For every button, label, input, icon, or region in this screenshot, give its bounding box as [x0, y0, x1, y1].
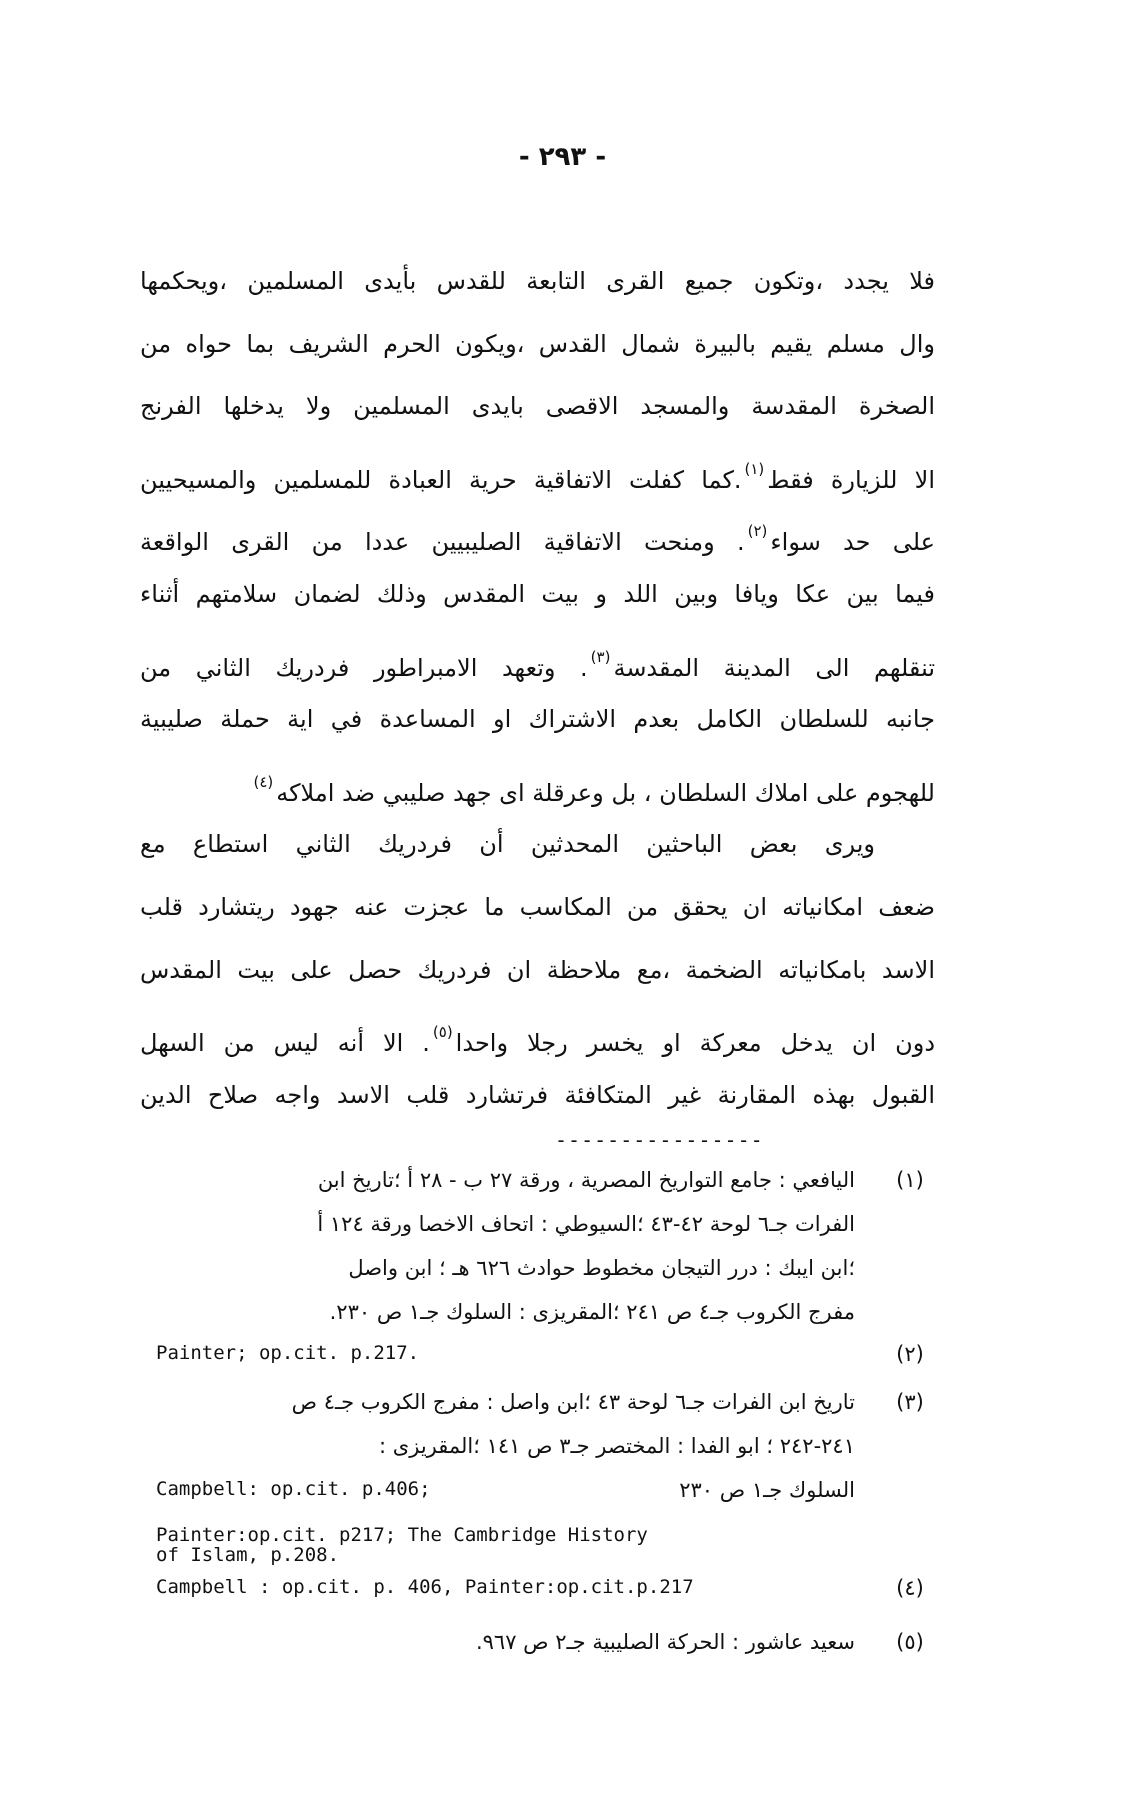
body-text	[140, 250, 935, 1126]
body-line-7-end: . وتعهد الامبراطور فردريك الثاني من	[140, 653, 588, 682]
footnote-5-number: (٥)	[896, 1630, 924, 1654]
body-line-2: وال مسلم يقيم بالبيرة شمال القدس ،ويكون الحرم الشريف بما حواه من	[140, 329, 935, 358]
body-line-1: فلا يجدد ،وتكون جميع القرى التابعة للقدس بأيدى المسلمين ،ويحكمها	[140, 267, 935, 295]
footnote-1-text-2: الفرات جـ٦ لوحة ٤٢-٤٣ ؛السيوطي : اتحاف الاخصا ورقة ١٢٤ أ	[317, 1212, 855, 1236]
body-line-5-start: على حد سواء	[770, 528, 935, 557]
footnote-1-line-2	[140, 1204, 935, 1244]
body-line-13-start: دون ان يدخل معركة او يخسر رجلا واحدا	[455, 1029, 935, 1058]
body-line-3: الصخرة المقدسة والمسجد الاقصى بايدى المسلمين ولا يدخلها الفرنج	[140, 392, 935, 421]
body-line-11: ضعف امكانياته ان يحقق من المكاسب ما عجزت عنه جهود ريتشارد قلب	[140, 892, 935, 921]
footnote-ref-3: (٣)	[590, 647, 611, 666]
footnote-4-text: Campbell : op.cit. p. 406, Painter:op.cit.p.217	[156, 1576, 694, 1598]
footnote-3-number: (٣)	[896, 1390, 924, 1414]
footnote-2-number: (٢)	[896, 1342, 924, 1366]
footnote-1-line-1	[140, 1160, 935, 1200]
footnote-3-text-3: السلوك جـ١ ص ٢٣٠	[679, 1478, 855, 1502]
body-line-4-start: الا للزيارة فقط	[767, 465, 935, 494]
footnote-2-text: Painter; op.cit. p.217.	[156, 1342, 420, 1364]
body-line-12: الاسد بامكانياته الضخمة ،مع ملاحظة ان فردريك حصل على بيت المقدس	[140, 955, 935, 984]
body-line-8: جانبه للسلطان الكامل بعدم الاشتراك او المساعدة في اية حملة صليبية	[140, 705, 935, 734]
footnote-ref-2: (٢)	[747, 522, 768, 541]
body-line-7-start: تنقلهم الى المدينة المقدسة	[613, 653, 935, 682]
footnote-3-line-1	[140, 1382, 935, 1422]
body-line-7	[140, 626, 935, 689]
footnote-3-line-2	[140, 1426, 935, 1466]
footnote-ref-1: (١)	[744, 459, 765, 478]
footnote-5-line	[140, 1622, 935, 1662]
page-number: - ٢٩٣ -	[518, 142, 607, 172]
body-line-9-text: للهجوم على املاك السلطان ، بل وعرقلة اى جهد صليبي ضد املاكه	[276, 778, 935, 807]
footnote-5-text: سعيد عاشور : الحركة الصليبية جـ٢ ص ٩٦٧.	[475, 1630, 855, 1654]
body-line-13-end: . الا أنه ليس من السهل	[140, 1029, 430, 1058]
body-line-5	[140, 500, 935, 563]
body-line-10: ويرى بعض الباحثين المحدثين أن فردريك الثاني استطاع مع	[140, 830, 875, 859]
footnote-3-text-2: ٢٤١-٢٤٢ ؛ ابو الفدا : المختصر جـ٣ ص ١٤١ ؛المقريزى :	[379, 1434, 855, 1458]
footnote-1-text-4: مفرج الكروب جـ٤ ص ٢٤١ ؛المقريزى : السلوك جـ١ ص ٢٣٠.	[329, 1300, 855, 1324]
footnote-3-latin-3: of Islam, p.208.	[156, 1544, 340, 1566]
body-line-9	[140, 751, 935, 814]
footnote-3-latin-2: Painter:op.cit. p217; The Cambridge History	[156, 1524, 648, 1546]
body-line-13	[140, 1001, 935, 1064]
footnote-1-text-1: اليافعي : جامع التواريخ المصرية ، ورقة ٢٧ ب - ٢٨ أ ؛تاريخ ابن	[317, 1168, 855, 1192]
body-line-14: القبول بهذه المقارنة غير المتكافئة فرتشارد قلب الاسد واجه صلاح الدين	[140, 1080, 935, 1109]
footnote-1-line-3	[140, 1248, 935, 1288]
footnote-3-text-1: تاريخ ابن الفرات جـ٦ لوحة ٤٣ ؛ابن واصل : مفرج الكروب جـ٤ ص	[291, 1390, 855, 1414]
footnote-1-text-3: ؛ابن ايبك : درر التيجان مخطوط حوادث ٦٢٦ هـ ؛ ابن واصل	[348, 1256, 855, 1280]
footnote-1-line-4	[140, 1292, 935, 1332]
footnote-ref-4: (٤)	[253, 772, 274, 791]
footnote-3-latin-1: Campbell: op.cit. p.406;	[156, 1478, 431, 1500]
footnote-4-number: (٤)	[896, 1576, 924, 1600]
body-line-5-end: . ومنحت الاتفاقية الصليبيين عددا من القرى الواقعة	[140, 528, 745, 557]
footnote-ref-5: (٥)	[432, 1023, 453, 1042]
body-line-6: فيما بين عكا ويافا وبين اللد و بيت المقدس وذلك لضمان سلامتهم أثناء	[140, 579, 935, 608]
footnote-1-number: (١)	[896, 1168, 924, 1192]
footnote-separator: ----------------	[555, 1128, 764, 1152]
body-line-4-end: .كما كفلت الاتفاقية حرية العبادة للمسلمين والمسيحيين	[140, 465, 742, 494]
body-line-4	[140, 438, 935, 501]
